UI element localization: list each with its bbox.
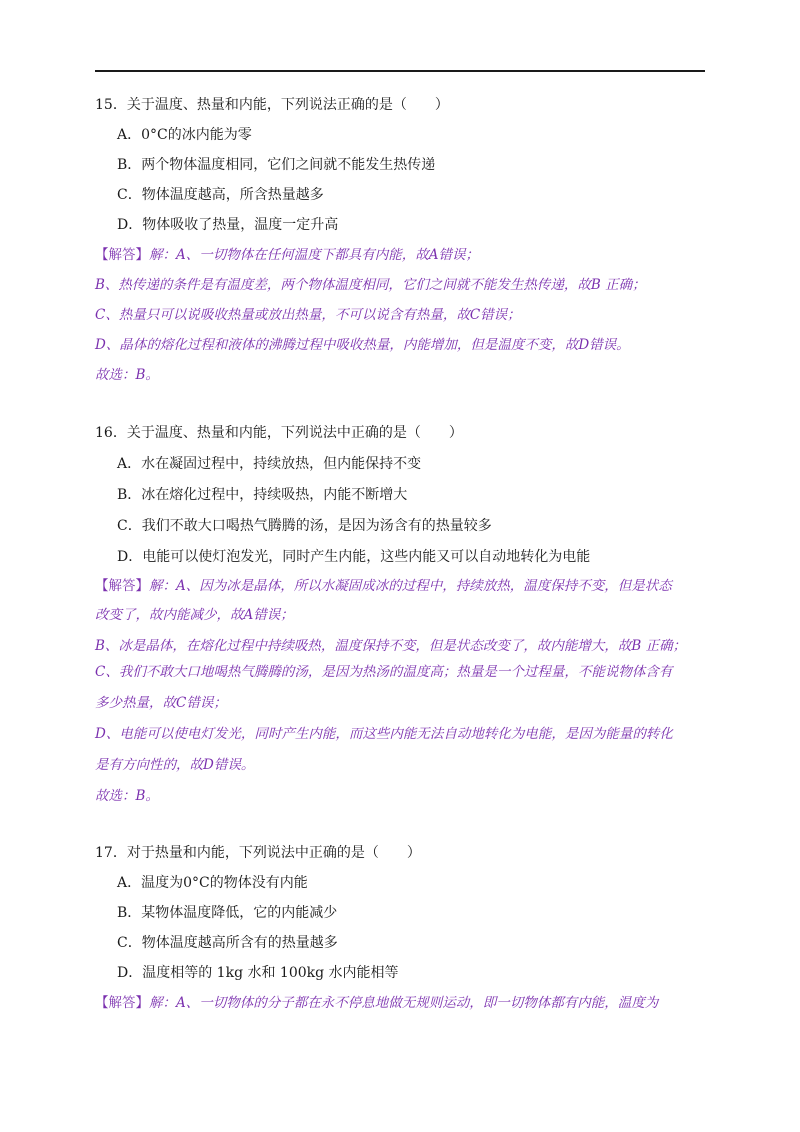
answer-line: B、冰是晶体，在熔化过程中持续吸热，温度保持不变，但是状态改变了，故内能增大，故B 正确； bbox=[95, 638, 687, 654]
question-stem: 17．对于热量和内能，下列说法中正确的是（ ） bbox=[95, 845, 421, 861]
option-a: A．温度为0°C的物体没有内能 bbox=[117, 875, 308, 891]
answer-line: 【解答】解：A、一切物体在任何温度下都具有内能，故A错误； bbox=[95, 247, 479, 263]
header-rule bbox=[95, 70, 705, 72]
answer-tag: 【解答】 bbox=[95, 247, 149, 263]
answer-line: B、热传递的条件是有温度差，两个物体温度相同，它们之间就不能发生热传递，故B 正确； bbox=[95, 277, 646, 293]
option-c: C．我们不敢大口喝热气腾腾的汤，是因为汤含有的热量较多 bbox=[117, 518, 492, 534]
option-c: C．物体温度越高所含有的热量越多 bbox=[117, 935, 338, 951]
question-15 bbox=[95, 95, 715, 385]
option-a: A．0°C的冰内能为零 bbox=[117, 127, 252, 143]
answer-line: D、电能可以使电灯发光，同时产生内能，而这些内能无法自动地转化为电能，是因为能量的转化 bbox=[95, 726, 673, 742]
answer-line: 【解答】解：A、因为冰是晶体，所以水凝固成冰的过程中，持续放热，温度保持不变，但是状态 bbox=[95, 578, 672, 594]
answer-line: 改变了，故内能减少，故A错误； bbox=[95, 607, 294, 623]
question-stem: 15．关于温度、热量和内能，下列说法正确的是（ ） bbox=[95, 97, 449, 113]
answer-line: 多少热量，故C错误； bbox=[95, 695, 227, 711]
question-stem: 16．关于温度、热量和内能，下列说法中正确的是（ ） bbox=[95, 425, 463, 441]
option-a: A．水在凝固过程中，持续放热，但内能保持不变 bbox=[117, 456, 422, 472]
answer-line: C、热量只可以说吸收热量或放出热量，不可以说含有热量，故C错误； bbox=[95, 307, 521, 323]
option-b: B．某物体温度降低，它的内能减少 bbox=[117, 905, 338, 921]
option-c: C．物体温度越高，所含热量越多 bbox=[117, 187, 324, 203]
option-b: B．冰在熔化过程中，持续吸热，内能不断增大 bbox=[117, 487, 408, 503]
question-17 bbox=[95, 843, 715, 1013]
answer-tag: 【解答】 bbox=[95, 995, 149, 1011]
answer-line: 是有方向性的，故D错误。 bbox=[95, 757, 255, 773]
answer-tag: 【解答】 bbox=[95, 578, 149, 594]
option-d: D．温度相等的 1kg 水和 100kg 水内能相等 bbox=[117, 965, 399, 981]
option-b: B．两个物体温度相同，它们之间就不能发生热传递 bbox=[117, 157, 436, 173]
answer-line: D、晶体的熔化过程和液体的沸腾过程中吸收热量，内能增加，但是温度不变，故D错误。 bbox=[95, 337, 630, 353]
answer-line: 【解答】解：A、一切物体的分子都在永不停息地做无规则运动，即一切物体都有内能，温度为 bbox=[95, 995, 659, 1011]
answer-conclusion: 故选：B。 bbox=[95, 367, 159, 383]
question-16 bbox=[95, 423, 715, 806]
option-d: D．物体吸收了热量，温度一定升高 bbox=[117, 217, 339, 233]
option-d: D．电能可以使灯泡发光，同时产生内能，这些内能又可以自动地转化为电能 bbox=[117, 549, 591, 565]
answer-line: C、我们不敢大口地喝热气腾腾的汤，是因为热汤的温度高；热量是一个过程量，不能说物体含有 bbox=[95, 664, 673, 680]
answer-conclusion: 故选：B。 bbox=[95, 788, 159, 804]
